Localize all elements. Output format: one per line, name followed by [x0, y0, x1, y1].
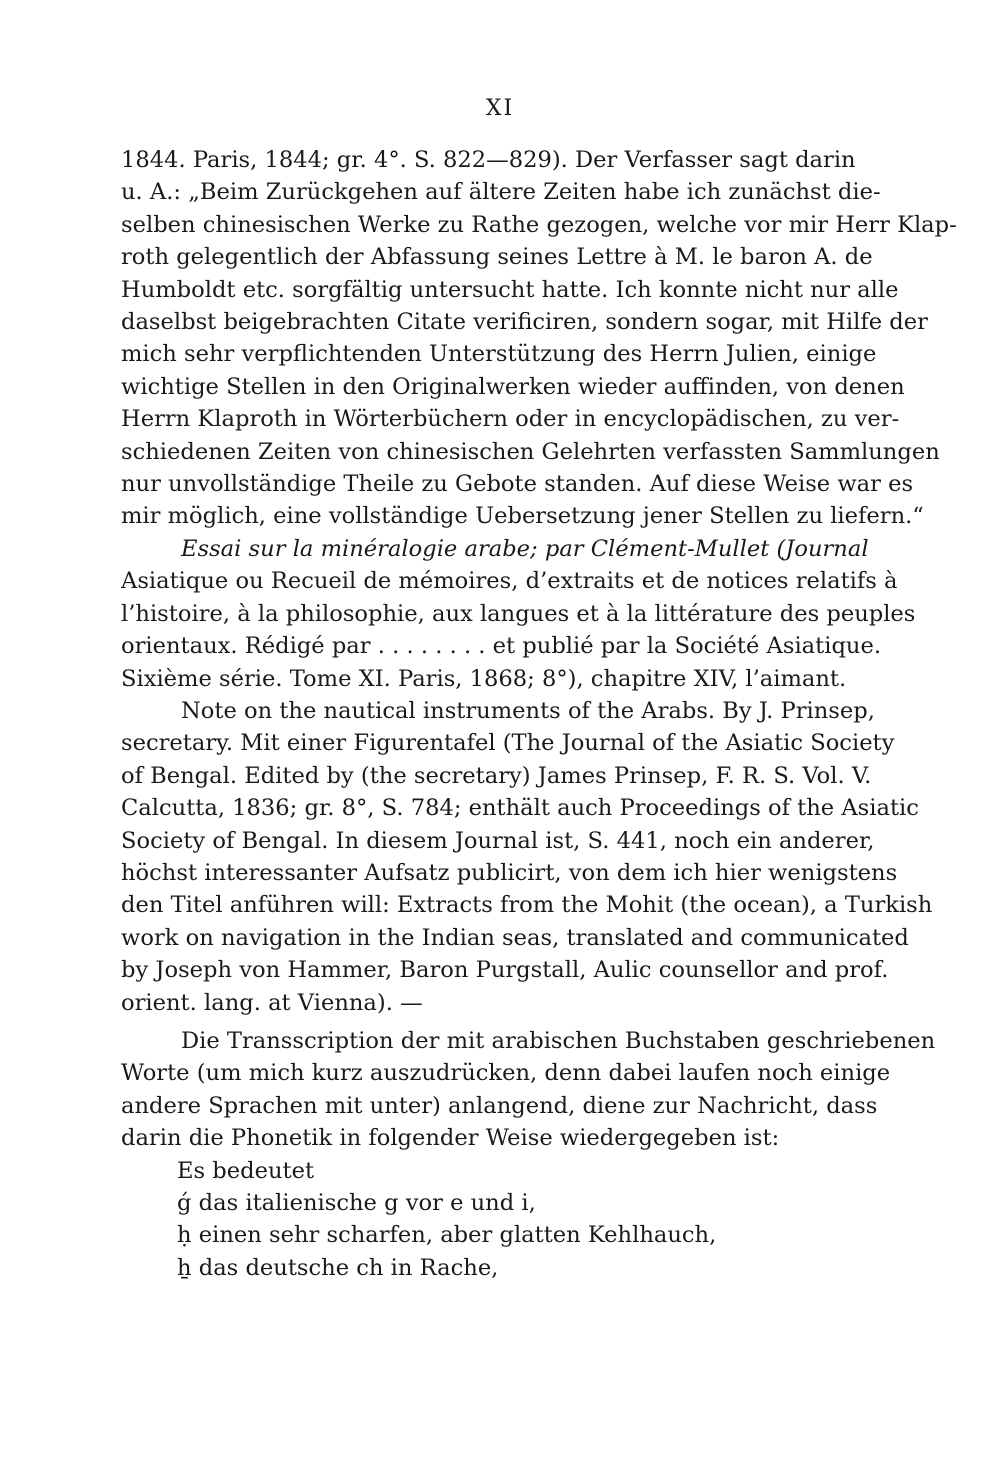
text-line: Herrn Klaproth in Wörterbüchern oder in encyclopädischen, zu ver- — [121, 406, 900, 433]
list-item: ǵ das italienische g vor e und i, — [177, 1190, 536, 1216]
text-line: Sixième série. Tome XI. Paris, 1868; 8°), chapitre XIV, l’aimant. — [121, 665, 847, 692]
text-line: roth gelegentlich der Abfassung seines Lettre à M. le baron A. de — [121, 244, 873, 271]
text-line: daselbst beigebrachten Citate verificiren, sondern sogar, mit Hilfe der — [121, 309, 928, 336]
text-line — [121, 533, 869, 565]
text-line: Humboldt etc. sorgfältig untersucht hatte. Ich konnte nicht nur alle — [121, 276, 899, 303]
text-line: work on navigation in the Indian seas, translated and communicated — [121, 924, 909, 951]
text-line: by Joseph von Hammer, Baron Purgstall, Aulic counsellor and prof. — [121, 957, 889, 984]
text-line: of Bengal. Edited by (the secretary) James Prinsep, F. R. S. Vol. V. — [121, 762, 872, 789]
text-line: u. A.: „Beim Zurückgehen auf ältere Zeiten habe ich zunächst die- — [121, 179, 881, 206]
text-line: l’histoire, à la philosophie, aux langues et à la littérature des peuples — [121, 600, 916, 627]
text-line: Die Transscription der mit arabischen Buchstaben geschriebenen — [181, 1027, 936, 1054]
text-line: darin die Phonetik in folgender Weise wiedergegeben ist: — [121, 1125, 780, 1152]
body-text — [121, 144, 957, 1284]
page-number: XI — [485, 96, 515, 121]
text-line: orient. lang. at Vienna). — — [121, 989, 423, 1016]
text-line: den Titel anführen will: Extracts from the Mohit (the ocean), a Turkish — [121, 892, 933, 919]
text-line: Asiatique ou Recueil de mémoires, d’extraits et de notices relatifs à — [121, 568, 898, 595]
text-line: orientaux. Rédigé par . . . . . . . . et publié par la Société Asiatique. — [121, 633, 882, 660]
text-line: Note on the nautical instruments of the Arabs. By J. Prinsep, — [181, 697, 875, 724]
list-item: ẖ das deutsche ch in Rache, — [177, 1254, 499, 1281]
text-line: wichtige Stellen in den Originalwerken wieder auffinden, von denen — [121, 373, 905, 400]
text-line: mir möglich, eine vollständige Uebersetzung jener Stellen zu liefern.“ — [121, 503, 924, 530]
text-line: Calcutta, 1836; gr. 8°, S. 784; enthält auch Proceedings of the Asiatic — [121, 795, 919, 822]
text-line: andere Sprachen mit unter) anlangend, diene zur Nachricht, dass — [121, 1092, 878, 1119]
text-line: 1844. Paris, 1844; gr. 4°. S. 822—829). Der Verfasser sagt darin — [121, 147, 856, 173]
text-line: Es bedeutet — [177, 1157, 315, 1184]
list-item: ḥ einen sehr scharfen, aber glatten Kehlhauch, — [177, 1222, 717, 1249]
text-line: nur unvollständige Theile zu Gebote standen. Auf diese Weise war es — [121, 471, 914, 498]
text-line: mich sehr verpflichtenden Unterstützung des Herrn Julien, einige — [121, 341, 877, 368]
text-line: selben chinesischen Werke zu Rathe gezogen, welche vor mir Herr Klap- — [121, 211, 957, 238]
text-line: Worte (um mich kurz auszudrücken, denn dabei laufen noch einige — [121, 1060, 891, 1087]
italic-title: Essai sur la minéralogie arabe; par Clément-Mullet (Journal — [181, 535, 869, 562]
text-line: secretary. Mit einer Figurentafel (The Journal of the Asiatic Society — [121, 730, 895, 757]
text-line: Society of Bengal. In diesem Journal ist, S. 441, noch ein anderer, — [121, 827, 875, 854]
text-line: schiedenen Zeiten von chinesischen Gelehrten verfassten Sammlungen — [121, 438, 940, 465]
text-line: höchst interessanter Aufsatz publicirt, von dem ich hier wenigstens — [121, 859, 898, 886]
